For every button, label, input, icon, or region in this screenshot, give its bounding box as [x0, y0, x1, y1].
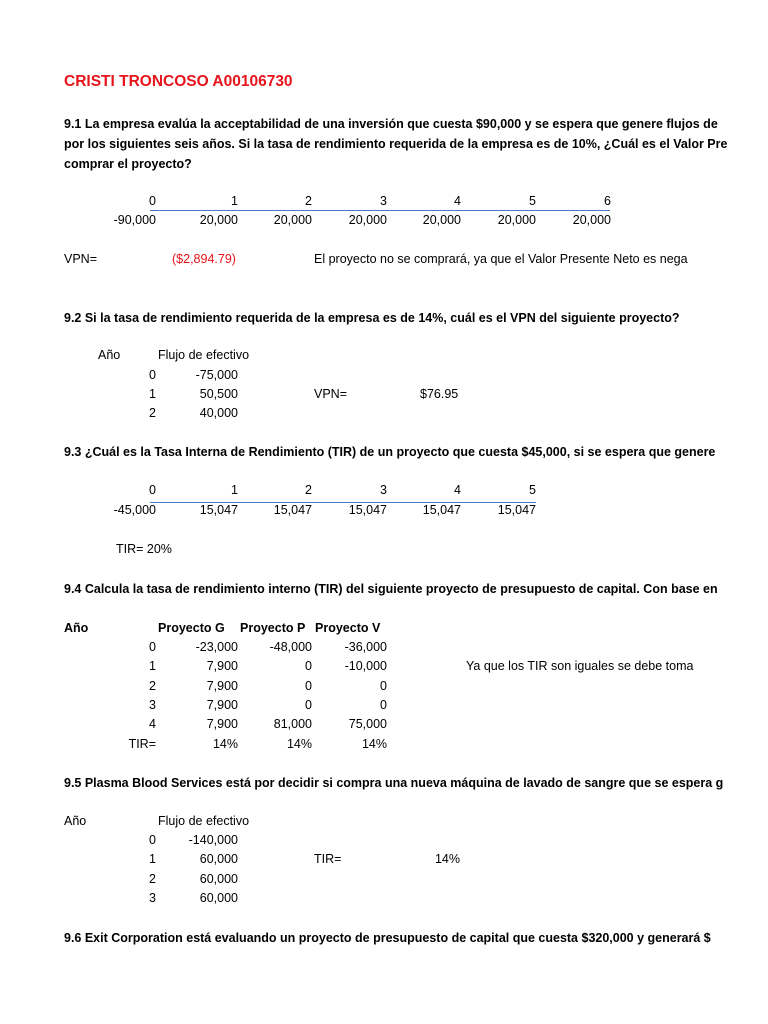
tir-label: TIR=: [128, 737, 156, 751]
proyecto-p-cell: 0: [305, 679, 312, 693]
col-flow-header: Flujo de efectivo: [158, 814, 250, 828]
year-cell: 3: [149, 698, 156, 712]
period-cell: 1: [231, 194, 238, 208]
flow-cell: 50,500: [199, 387, 238, 401]
col-year-header: Año: [64, 814, 87, 828]
flow-cell: 15,047: [497, 503, 536, 517]
year-cell: 1: [149, 659, 156, 673]
proyecto-p-cell: 0: [305, 698, 312, 712]
year-cell: 1: [149, 852, 156, 866]
col-proyecto-g-header: Proyecto G: [158, 621, 225, 635]
col-year-header: Año: [64, 621, 89, 635]
proyecto-v-cell: 75,000: [348, 717, 387, 731]
period-cell: 5: [529, 483, 536, 497]
flow-cell: 60,000: [199, 852, 238, 866]
period-cell: 4: [454, 483, 461, 497]
vpn-value: $76.95: [420, 387, 459, 401]
proyecto-g-cell: 7,900: [206, 698, 238, 712]
proyecto-g-cell: -23,000: [195, 640, 238, 654]
question-9-5: 9.5 Plasma Blood Services está por decidir si compra una nueva máquina de lavado de sangre que se espera g: [64, 776, 724, 790]
flow-cell: 60,000: [199, 891, 238, 905]
flow-cell: 20,000: [497, 213, 536, 227]
proyecto-g-cell: 7,900: [206, 679, 238, 693]
proyecto-g-tir: 14%: [212, 737, 238, 751]
timeline-line-9-1: [150, 210, 610, 211]
question-9-3: 9.3 ¿Cuál es la Tasa Interna de Rendimiento (TIR) de un proyecto que cuesta $45,000, si se espera que genere: [64, 445, 716, 459]
period-cell: 2: [305, 194, 312, 208]
proyecto-p-cell: 0: [305, 659, 312, 673]
flow-cell: 20,000: [422, 213, 461, 227]
col-proyecto-v-header: Proyecto V: [315, 621, 381, 635]
year-cell: 0: [149, 640, 156, 654]
proyecto-v-cell: 0: [380, 679, 387, 693]
year-cell: 2: [149, 406, 156, 420]
period-cell: 3: [380, 483, 387, 497]
note-text: Ya que los TIR son iguales se debe toma: [466, 659, 694, 673]
period-cell: 0: [149, 483, 156, 497]
flow-cell: 60,000: [199, 872, 238, 886]
question-9-4: 9.4 Calcula la tasa de rendimiento interno (TIR) del siguiente proyecto de presupuesto de capital. Con base en: [64, 582, 718, 596]
col-flow-header: Flujo de efectivo: [158, 348, 250, 362]
period-cell: 1: [231, 483, 238, 497]
year-cell: 0: [149, 368, 156, 382]
proyecto-p-cell: 81,000: [273, 717, 312, 731]
period-cell: 2: [305, 483, 312, 497]
proyecto-v-cell: -10,000: [344, 659, 387, 673]
question-9-2: 9.2 Si la tasa de rendimiento requerida de la empresa es de 14%, cuál es el VPN del siguiente proyecto?: [64, 311, 680, 325]
year-cell: 2: [149, 679, 156, 693]
flow-cell: 15,047: [199, 503, 238, 517]
question-9-1-line-2: por los siguientes seis años. Si la tasa de rendimiento requerida de la empresa es de 10%, ¿Cuál es el Valor Pre: [64, 137, 728, 151]
flow-cell: -75,000: [195, 368, 238, 382]
year-cell: 0: [149, 833, 156, 847]
vpn-value: ($2,894.79): [172, 252, 236, 266]
proyecto-g-cell: 7,900: [206, 717, 238, 731]
flow-cell: -45,000: [113, 503, 156, 517]
col-year-header: Año: [98, 348, 121, 362]
tir-label: TIR=: [314, 852, 342, 866]
proyecto-g-cell: 7,900: [206, 659, 238, 673]
question-9-6: 9.6 Exit Corporation está evaluando un proyecto de presupuesto de capital que cuesta $320,000 y generará $: [64, 931, 711, 945]
year-cell: 1: [149, 387, 156, 401]
year-cell: 4: [149, 717, 156, 731]
proyecto-p-tir: 14%: [286, 737, 312, 751]
flow-cell: -140,000: [188, 833, 238, 847]
period-cell: 6: [604, 194, 611, 208]
flow-cell: 15,047: [348, 503, 387, 517]
flow-cell: 20,000: [273, 213, 312, 227]
proyecto-v-cell: -36,000: [344, 640, 387, 654]
question-9-1-line-3: comprar el proyecto?: [64, 157, 192, 171]
vpn-label: VPN=: [314, 387, 348, 401]
period-cell: 0: [149, 194, 156, 208]
flow-cell: -90,000: [113, 213, 156, 227]
proyecto-v-tir: 14%: [361, 737, 387, 751]
vpn-label: VPN=: [64, 252, 98, 266]
flow-cell: 20,000: [199, 213, 238, 227]
flow-cell: 15,047: [273, 503, 312, 517]
tir-result: TIR= 20%: [116, 542, 172, 556]
period-cell: 4: [454, 194, 461, 208]
page-title: CRISTI TRONCOSO A00106730: [64, 73, 293, 90]
proyecto-v-cell: 0: [380, 698, 387, 712]
period-cell: 3: [380, 194, 387, 208]
proyecto-p-cell: -48,000: [269, 640, 312, 654]
year-cell: 2: [149, 872, 156, 886]
tir-value: 14%: [434, 852, 460, 866]
year-cell: 3: [149, 891, 156, 905]
col-proyecto-p-header: Proyecto P: [240, 621, 306, 635]
flow-cell: 40,000: [199, 406, 238, 420]
question-9-1-line-1: 9.1 La empresa evalúa la acceptabilidad de una inversión que cuesta $90,000 y se espera que genere flujos de: [64, 117, 718, 131]
flow-cell: 15,047: [422, 503, 461, 517]
flow-cell: 20,000: [572, 213, 611, 227]
period-cell: 5: [529, 194, 536, 208]
conclusion-text: El proyecto no se comprará, ya que el Valor Presente Neto es nega: [314, 252, 688, 266]
flow-cell: 20,000: [348, 213, 387, 227]
